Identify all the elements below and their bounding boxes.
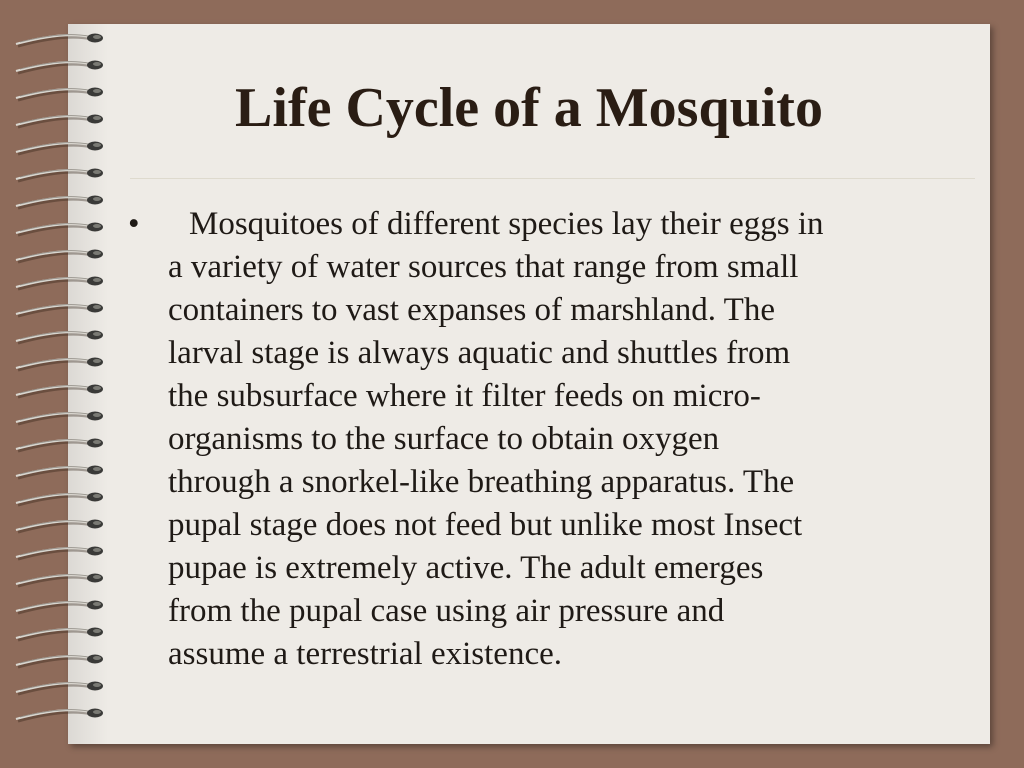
- spiral-ring-icon: [16, 196, 103, 209]
- paragraph-line: organisms to the surface to obtain oxygen: [168, 421, 720, 457]
- spiral-ring-icon: [16, 493, 103, 506]
- paragraph-line: pupal stage does not feed but unlike most Insect: [168, 507, 803, 543]
- paragraph-line: the subsurface where it filter feeds on micro-: [168, 378, 761, 414]
- spiral-ring-icon: [16, 520, 103, 533]
- spiral-ring-icon: [16, 547, 103, 560]
- spiral-ring-icon: [16, 277, 103, 290]
- bullet-paragraph: [168, 203, 973, 676]
- spiral-ring-icon: [16, 223, 103, 236]
- paragraph-line: a variety of water sources that range from small: [168, 249, 799, 285]
- spiral-ring-icon: [16, 466, 103, 479]
- paragraph-line: from the pupal case using air pressure and: [168, 593, 725, 629]
- spiral-ring-icon: [16, 655, 103, 668]
- paragraph-line: assume a terrestrial existence.: [168, 636, 562, 672]
- spiral-ring-icon: [16, 358, 103, 371]
- paragraph-line: pupae is extremely active. The adult emerges: [168, 550, 764, 586]
- spiral-ring-icon: [16, 412, 103, 425]
- paragraph-line: through a snorkel-like breathing apparatus. The: [168, 464, 795, 500]
- title-divider: [130, 178, 975, 179]
- spiral-ring-icon: [16, 682, 103, 695]
- spiral-ring-icon: [16, 439, 103, 452]
- spiral-ring-icon: [16, 250, 103, 263]
- spiral-ring-icon: [16, 385, 103, 398]
- spiral-ring-icon: [16, 628, 103, 641]
- bullet-marker: •: [128, 206, 140, 242]
- paragraph-line: Mosquitoes of different species lay their eggs in: [189, 206, 824, 242]
- spiral-ring-icon: [16, 574, 103, 587]
- spiral-ring-icon: [16, 709, 103, 722]
- paragraph-line: containers to vast expanses of marshland. The: [168, 292, 775, 328]
- spiral-ring-icon: [16, 601, 103, 614]
- spiral-ring-icon: [16, 34, 103, 47]
- paragraph-line: larval stage is always aquatic and shuttles from: [168, 335, 791, 371]
- spiral-ring-icon: [16, 304, 103, 317]
- spiral-ring-icon: [16, 169, 103, 182]
- slide-title: Life Cycle of a Mosquito: [235, 77, 823, 139]
- spiral-ring-icon: [16, 331, 103, 344]
